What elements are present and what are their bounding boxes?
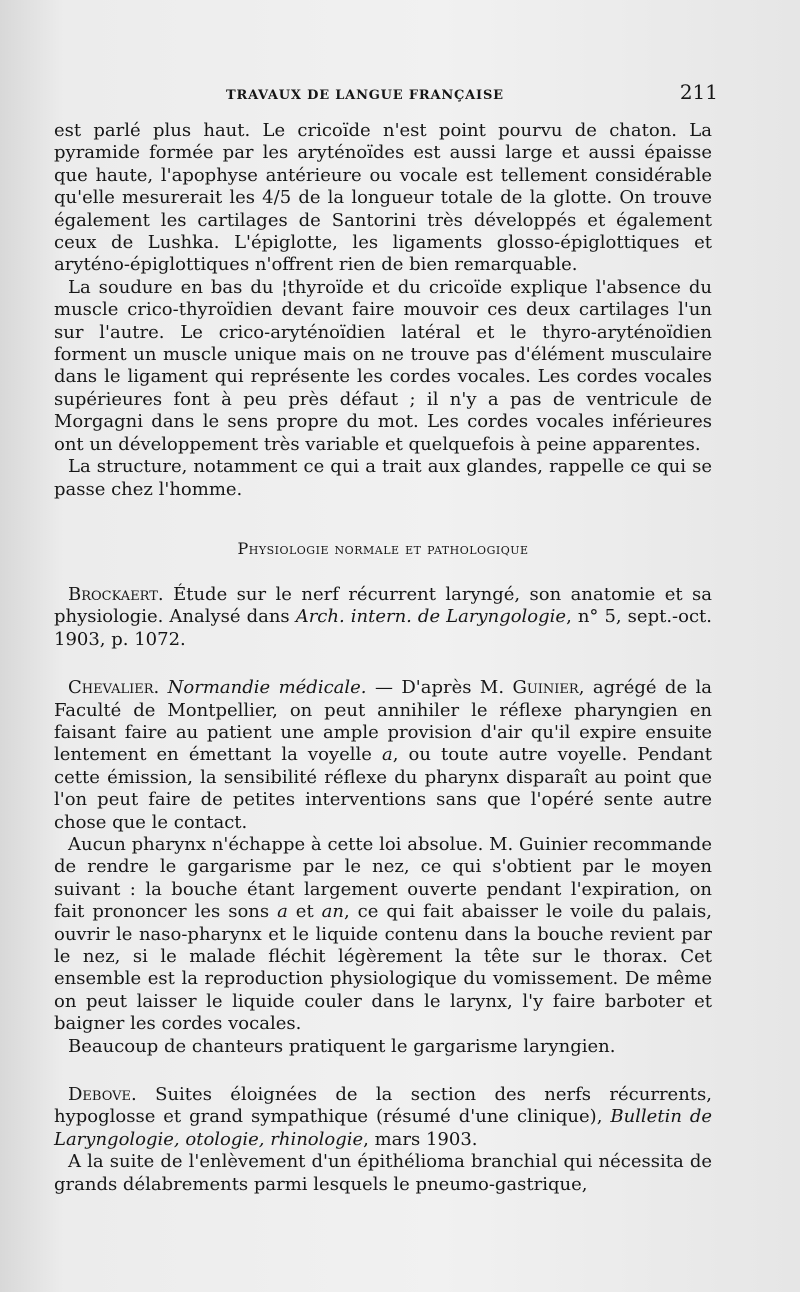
page-number: 211 — [679, 80, 718, 104]
citation-text: , mars 1903. — [363, 1128, 478, 1150]
text-span: , ou toute autre voyelle. Pendant cette émission, la sensibilité réflexe du pharynx disparaît au point que l'on peut faire de petites interventions sans que l'opéré sente autre chose que le contact. — [54, 744, 712, 833]
running-title: TRAVAUX DE LANGUE FRANÇAISE — [226, 88, 504, 103]
citation-text: Suites éloignées de la section des nerfs récurrents, hypoglosse et grand sympathique (résumé d'une clinique), — [54, 1084, 712, 1128]
section-heading: Physiologie normale et pathologique — [237, 538, 529, 558]
author-name: Debove. — [68, 1084, 137, 1106]
text-span: a — [277, 901, 288, 923]
journal-title: Arch. intern. de Laryngologie — [295, 606, 567, 628]
abstract-entry — [54, 677, 712, 1058]
author-name: Brockaert. — [68, 583, 164, 605]
author-name: Chevalier. — [68, 677, 160, 699]
running-head — [54, 78, 718, 112]
text-span: — D'après M. — [366, 677, 513, 699]
text-span: Aucun pharynx n'échappe à cette loi absolue. M. Guinier recommande de rendre le gargarisme par le nez, ce qui s'obtient par le moyen suivant : la bouche étant largement ouverte pendant l'expiration, on fait prononcer les sons — [54, 833, 712, 923]
paragraph: Beaucoup de chanteurs pratiquent le gargarisme laryngien. — [68, 1035, 616, 1057]
paragraph: A la suite de l'enlèvement d'un épithélioma branchial qui nécessita de grands délabrements parmi lesquels le pneumo-gastrique, — [54, 1151, 712, 1195]
citation — [54, 584, 712, 651]
abstract-entry — [54, 1084, 712, 1196]
text-span: a — [381, 744, 393, 766]
intro-text — [54, 120, 712, 501]
journal-title: Bulletin de Laryngologie, otologie, rhinologie — [54, 1106, 713, 1150]
text-span: , agrégé de la Faculté de Montpellier, on peut annihiler le réflexe pharyngien en faisant faire au patient une ample provision d'air qu'il expire ensuite lentement en émettant la voyelle — [54, 677, 713, 766]
citation — [54, 1084, 712, 1151]
abstracts — [54, 584, 712, 1196]
abstract-entry — [54, 584, 712, 651]
text-span: et — [287, 901, 322, 923]
paragraph — [54, 834, 712, 1036]
person-name: Guinier — [512, 677, 579, 699]
text-span: an — [321, 901, 344, 923]
paragraph: La soudure en bas du ¦thyroïde et du cricoïde explique l'absence du muscle crico-thyroïdien devant faire mouvoir ces deux cartilages l'un sur l'autre. Le crico-aryténoïdien latéral et le thyro-aryténoïdien forment un muscle unique mais on ne trouve pas d'élément musculaire dans le ligament qui représente les cordes vocales. Les cordes vocales supérieures font à peu près défaut ; il n'y a pas de ventricule de Morgagni dans le sens propre du mot. Les cordes vocales inférieures ont un développement très variable et quelquefois à peine apparentes. — [54, 276, 712, 455]
paragraph — [54, 677, 712, 834]
citation-text: Étude sur le nerf récurrent laryngé, son anatomie et sa physiologie. Analysé dans — [54, 583, 712, 628]
text-span: , ce qui fait abaisser le voile du palais, ouvrir le naso-pharynx et le liquide contenu dans la bouche revient par le nez, si le malade fléchit légèrement la tête sur le thorax. Cet ensemble est la reproduction physiologique du vomissement. De même on peut laisser le liquide couler dans le larynx, l'y faire barboter et baigner les cordes vocales. — [54, 901, 712, 1035]
citation-text: , n° 5, sept.-oct. 1903, p. 1072. — [54, 606, 712, 650]
paragraph: La structure, notamment ce qui a trait aux glandes, rappelle ce qui se passe chez l'homme. — [54, 456, 712, 500]
journal-title: Normandie médicale. — [159, 677, 367, 699]
paragraph: est parlé plus haut. Le cricoïde n'est point pourvu de chaton. La pyramide formée par les aryténoïdes est aussi large et aussi épaisse que haute, l'apophyse antérieure ou vocale est tellement considérable qu'elle mesurerait les 4/5 de la longueur totale de la glotte. On trouve également les cartilages de Santorini très développés et également ceux de Lushka. L'épiglotte, les ligaments glosso-épiglottiques et aryténo-épiglottiques n'offrent rien de bien remarquable. — [54, 120, 712, 276]
